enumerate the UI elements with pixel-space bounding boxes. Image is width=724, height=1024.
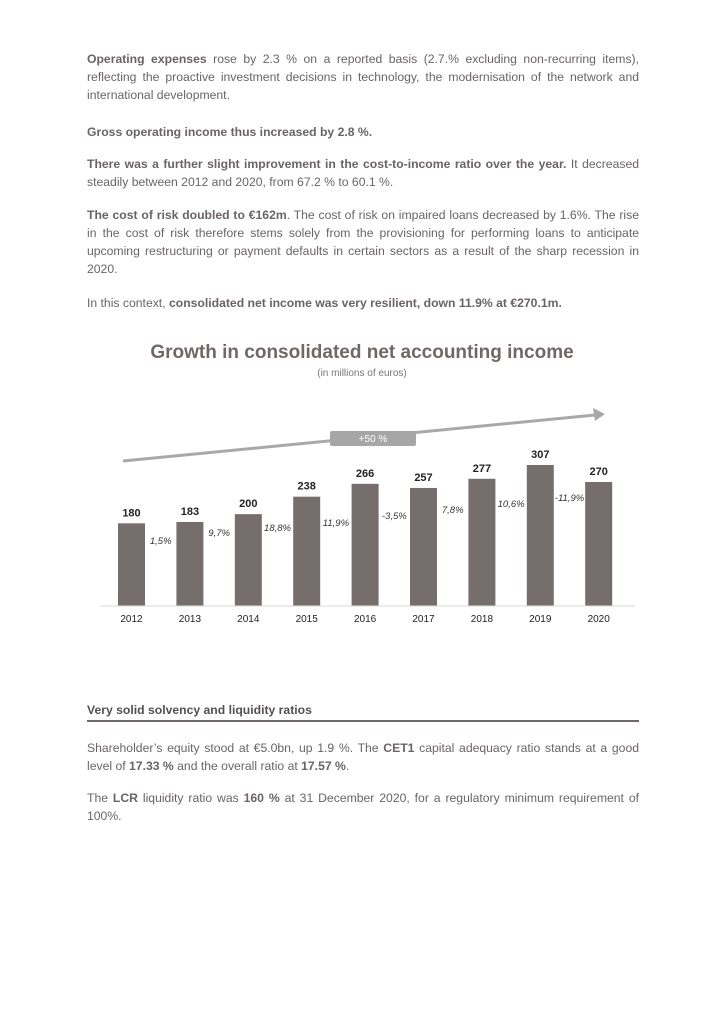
cost-of-risk-bold: The cost of risk doubled to €162m — [87, 208, 287, 222]
bar-2018 — [468, 479, 495, 606]
cost-to-income-text: It decreased steadily between 2012 and 2020, from 67.2 % to 60.1 %. — [87, 157, 639, 189]
equity-text-1: Shareholder’s equity stood at €5.0bn, up 1.9 %. The — [87, 741, 384, 755]
chart-subtitle: (in millions of euros) — [317, 368, 407, 379]
value-label-2015: 238 — [297, 480, 316, 493]
x-tick-2014: 2014 — [237, 614, 260, 625]
value-label-2020: 270 — [589, 465, 608, 478]
chart-title: Growth in consolidated net accounting income — [150, 342, 574, 363]
gross-operating-income-bold: Gross operating income thus increased by 2.8 %. — [87, 125, 373, 139]
cost-of-risk-text: . The cost of risk on impaired loans decreased by 1.6%. The rise in the cost of risk therefore stems solely from the provisioning for performing loans to anticipate upcoming restructuring or payment defaults in certain sectors as a result of the sharp recession in 2020. — [87, 208, 639, 276]
equity-text-2: capital adequacy ratio stands at a good level of — [87, 741, 639, 773]
trend-label: +50 % — [358, 434, 388, 445]
net-income-bold: consolidated net income was very resilient, down 11.9% at €270.1m. — [168, 296, 562, 310]
x-tick-2018: 2018 — [470, 614, 494, 625]
x-tick-2013: 2013 — [178, 614, 202, 625]
gross-operating-income-paragraph — [87, 123, 639, 141]
bar-2014 — [235, 514, 262, 606]
bar-2016 — [352, 484, 379, 606]
equity-text-4: . — [345, 759, 350, 773]
section-divider — [87, 720, 639, 722]
growth-label-2018: 7,8% — [441, 505, 464, 516]
lcr-text-2: liquidity ratio was — [137, 791, 244, 805]
bar-2017 — [410, 488, 437, 606]
value-label-2012: 180 — [122, 507, 141, 520]
bar-2015 — [293, 497, 320, 606]
value-label-2016: 266 — [355, 467, 375, 480]
cet1-ratio-bold: 17.33 % — [129, 759, 174, 773]
shareholders-equity-paragraph — [87, 739, 639, 775]
x-tick-2017: 2017 — [412, 614, 435, 625]
lcr-bold: LCR — [112, 791, 138, 805]
value-label-2018: 277 — [472, 462, 492, 475]
net-income-text: In this context, — [87, 296, 169, 310]
operating-expenses-text: rose by 2.3 % on a reported basis (2.7.% excluding non-recurring items), reflecting the proactive investment decisions in technology, the modernisation of the network and international development. — [87, 52, 639, 102]
trend-arrow-head — [593, 408, 605, 421]
growth-label-2015: 18,8% — [264, 523, 291, 534]
cost-of-risk-paragraph — [87, 206, 639, 278]
x-tick-2015: 2015 — [295, 614, 318, 625]
x-tick-2020: 2020 — [587, 614, 610, 625]
lcr-text-1: The — [87, 791, 113, 805]
value-label-2019: 307 — [531, 448, 550, 461]
overall-ratio-bold: 17.57 % — [301, 759, 346, 773]
bar-2013 — [176, 522, 203, 606]
value-label-2013: 183 — [180, 505, 200, 518]
growth-label-2017: -3,5% — [381, 511, 407, 522]
cost-to-income-paragraph — [87, 155, 639, 191]
cet1-bold: CET1 — [383, 741, 415, 755]
growth-label-2013: 1,5% — [149, 536, 172, 547]
bar-2020 — [585, 482, 612, 606]
cost-to-income-bold: There was a further slight improvement in the cost-to-income ratio over the year. — [87, 157, 567, 171]
net-income-paragraph — [87, 294, 639, 312]
value-label-2017: 257 — [414, 471, 433, 484]
lcr-paragraph — [87, 789, 639, 825]
lcr-value-bold: 160 % — [243, 791, 280, 805]
equity-text-3: and the overall ratio at — [173, 759, 302, 773]
growth-label-2019: 10,6% — [497, 499, 525, 510]
x-tick-2012: 2012 — [120, 614, 143, 625]
solvency-section-title: Very solid solvency and liquidity ratios — [87, 703, 312, 717]
growth-label-2016: 11,9% — [322, 518, 350, 529]
x-tick-2016: 2016 — [353, 614, 377, 625]
bar-2019 — [527, 465, 554, 606]
lcr-text-3: at 31 December 2020, for a regulatory minimum requirement of 100%. — [87, 791, 639, 823]
x-tick-2019: 2019 — [529, 614, 552, 625]
net-income-chart — [90, 330, 650, 630]
bar-2012 — [118, 523, 145, 606]
value-label-2014: 200 — [239, 498, 258, 511]
operating-expenses-paragraph — [87, 50, 639, 104]
operating-expenses-bold: Operating expenses — [87, 52, 207, 66]
growth-label-2014: 9,7% — [208, 528, 230, 539]
growth-label-2020: -11,9% — [554, 493, 585, 504]
